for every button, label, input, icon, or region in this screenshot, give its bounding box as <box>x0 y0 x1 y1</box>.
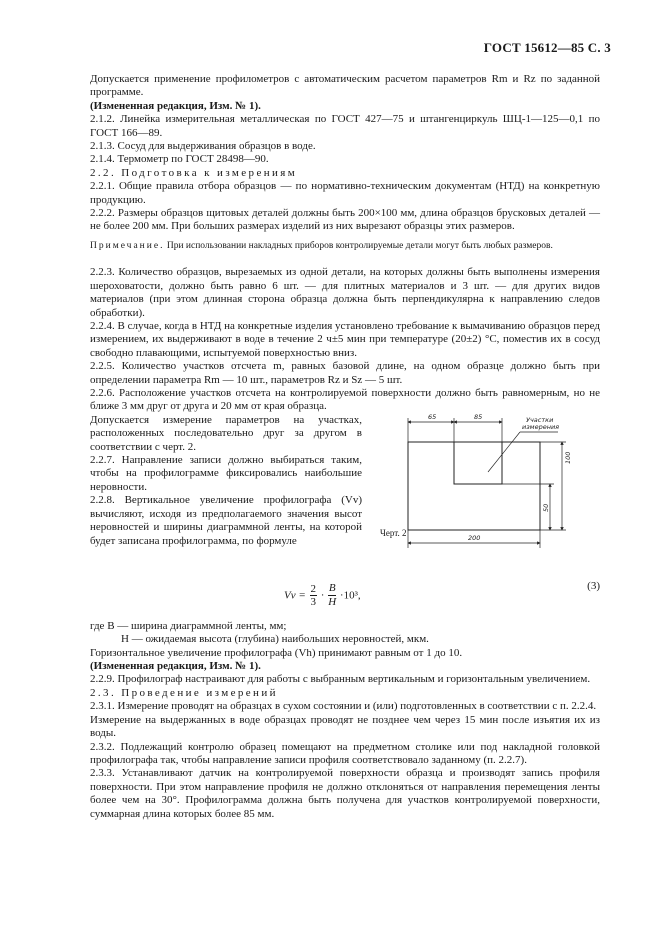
paragraph: 2.2.3. Количество образцов, вырезаемых из одной детали, на которых должны быть выполнены измерения шероховатости, должно быть равно 6 шт. — для плитных материалов и 3 шт. — для других видов материалов (при этом длинная сторона образца должна быть перпендикулярна к направлению следов обработки). <box>90 266 600 319</box>
dim-label-200: 200 <box>468 533 481 542</box>
definition-h: H — ожидаемая высота (глубина) наибольших неровностей, мкм. <box>121 633 429 646</box>
amendment-note: (Измененная редакция, Изм. № 1). <box>90 99 261 112</box>
fraction-b-h: $\frac{B}{H}$ <box>328 581 337 609</box>
paragraph: 2.1.4. Термометр по ГОСТ 28498—90. <box>90 153 269 166</box>
dim-label-85: 85 <box>474 412 483 421</box>
paragraph: 2.2.5. Количество участков отсчета m, равных базовой длине, на одном образце должно быть при определении параметра Rm — 10 шт., параметров Rz и Sz — 5 шт. <box>90 360 600 386</box>
paragraph: 2.1.3. Сосуд для выдерживания образцов в воде. <box>90 140 316 153</box>
formula-lhs: Vv = <box>284 589 306 602</box>
area-label-line1: Участки <box>526 415 554 424</box>
paragraph: Допускается применение профилометров с автоматическим расчетом параметров Rm и Rz по заданной программе. <box>90 73 600 99</box>
leader-line <box>488 432 520 472</box>
paragraph: 2.3.2. Подлежащий контролю образец помещают на предметном столике или под накладной головкой профилографа так, чтобы направление записи профиля соответствовало заданному (п. 2.2.7). <box>90 740 600 766</box>
formula-expression: Vv = $\frac{2}{3}$ · $\frac{B}{H}$ ·10³, <box>284 581 361 609</box>
dim-label-50: 50 <box>542 503 550 512</box>
figure-caption: Черт. 2 <box>380 528 407 538</box>
paragraph: 2.2.7. Направление записи должно выбираться таким, чтобы на профилограмме фиксировались наибольшие неровности. <box>90 454 362 493</box>
paragraph: 2.2.8. Вертикальное увеличение профилографа (Vv) вычисляют, исходя из предполагаемого значения высот неровностей и ширины диаграммной ленты, на которой будет записана профилограмма, по формуле <box>90 494 362 547</box>
note <box>90 240 600 253</box>
document-body <box>90 73 600 821</box>
paragraph: Измерение на выдержанных в воде образцах проводят не позднее чем через 15 мин после изъятия их из воды. <box>90 713 600 740</box>
definition-b: где B — ширина диаграммной ленты, мм; <box>90 619 287 632</box>
paragraph: 2.2.2. Размеры образцов щитовых деталей должны быть 200×100 мм, длина образцов брусковых деталей — не более 200 мм. При больших размерах изделий из них вырезают образцы этих размеров. <box>90 207 600 233</box>
paragraph: Допускается измерение параметров на участках, расположенных последовательно друг за другом в соответствии с черт. 2. <box>90 413 362 453</box>
paragraph: Горизонтальное увеличение профилографа (Vh) принимают равным от 1 до 10. <box>90 646 463 659</box>
formula-3 <box>90 576 600 616</box>
paragraph: 2.2.1. Общие правила отбора образцов — по нормативно-техническим документам (НТД) на конкретную продукцию. <box>90 180 600 206</box>
text-with-figure <box>90 414 600 574</box>
sample-outline <box>408 442 540 530</box>
dim-label-65: 65 <box>428 412 437 421</box>
section-heading: 2.2. Подготовка к измерениям <box>90 166 298 179</box>
formula-number: (3) <box>587 579 600 592</box>
paragraph: 2.2.6. Расположение участков отсчета на контролируемой поверхности должно быть равномерным, но не ближе 3 мм друг от друга и 20 мм от края образца. <box>90 387 600 413</box>
amendment-note: (Измененная редакция, Изм. № 1). <box>90 660 261 673</box>
left-column <box>90 414 362 548</box>
page-header: ГОСТ 15612—85 С. 3 <box>483 40 611 55</box>
formula-tail: ·10³, <box>339 589 361 602</box>
paragraph: 2.3.1. Измерение проводят на образцах в сухом состоянии и (или) подготовленных в соответствии с п. 2.2.4. <box>90 700 597 713</box>
paragraph: 2.2.4. В случае, когда в НТД на конкретные изделия установлено требование к вымачиванию образцов перед измерением, их выдерживают в воде в течение 2 ч±5 мин при температуре (20±2) °С, поместив их в сосуд свободно плавающими, испытуемой поверхностью вниз. <box>90 320 600 359</box>
dim-label-100: 100 <box>564 451 572 464</box>
note-text: При использовании накладных приборов контролируемые детали могут быть любых размеров. <box>164 240 553 251</box>
drawing-2 <box>388 408 600 578</box>
paragraph: 2.2.9. Профилограф настраивают для работы с выбранным вертикальным и горизонтальным увеличением. <box>90 673 591 686</box>
paragraph: 2.3.3. Устанавливают датчик на контролируемой поверхности образца и производят запись профиля поверхности. При этом направление профиля не должно отклоняться от направления перемещения ленты более чем на 30°. Профилограмма должна быть получена для участков контролируемой поверхности, суммарная длина которых более 85 мм. <box>90 767 600 820</box>
note-label: Примечание. <box>90 240 165 251</box>
section-heading: 2.3. Проведение измерений <box>90 686 278 699</box>
fraction-2-3: $\frac{2}{3}$ <box>310 583 317 609</box>
paragraph: 2.1.2. Линейка измерительная металлическая по ГОСТ 427—75 и штангенциркуль ШЦ-1—125—0,1 по ГОСТ 166—89. <box>90 113 600 139</box>
spacer <box>90 258 600 266</box>
area-label-line2: измерения <box>522 422 560 431</box>
